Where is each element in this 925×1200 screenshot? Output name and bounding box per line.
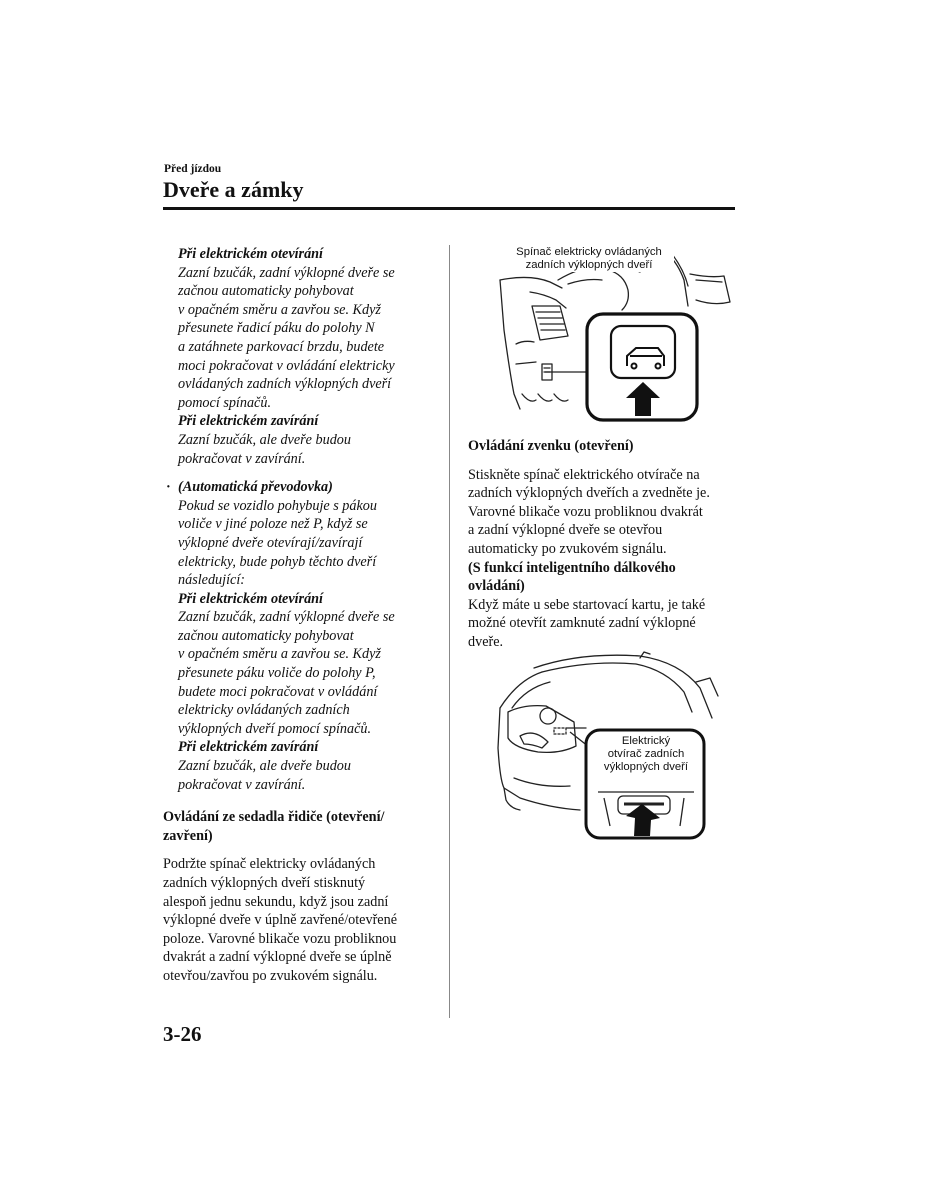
electric-block-1 bbox=[163, 245, 443, 468]
text-line: dveře. bbox=[468, 633, 504, 650]
caption-line: Spínač elektricky ovládaných bbox=[516, 246, 662, 258]
text-line: otevřou/zavřou po zvukovém signálu. bbox=[163, 967, 378, 984]
text-line: alespoň jednu sekundu, když jsou zadní bbox=[163, 893, 389, 910]
text-line: moci pokračovat v ovládání elektricky bbox=[178, 357, 395, 374]
right-column bbox=[468, 437, 738, 652]
text-line: výklopné dveře otevírají/zavírají bbox=[178, 534, 363, 551]
text-line: výklopných dveří pomocí spínačů. bbox=[178, 720, 372, 737]
text-line: budete moci pokračovat v ovládání bbox=[178, 683, 378, 700]
smartkey-paragraph bbox=[468, 596, 738, 652]
text-line: zadních výklopných dveří stisknutý bbox=[163, 875, 366, 891]
column-divider bbox=[449, 245, 450, 1018]
text-line: v opačném směru a zavřou se. Když bbox=[178, 301, 381, 318]
heading-line: (S funkcí inteligentního dálkového bbox=[468, 559, 676, 576]
heading-line: ovládání) bbox=[468, 578, 525, 595]
heading-line: Ovládání ze sedadla řidiče (otevření/ bbox=[163, 809, 385, 826]
subheading-opening: Při elektrickém otevírání bbox=[178, 246, 323, 262]
bullet-title: (Automatická převodovka) bbox=[178, 479, 333, 496]
text-line: v opačném směru a zavřou se. Když bbox=[178, 646, 381, 663]
text-line: přesunete páku voliče do polohy P, bbox=[178, 665, 376, 682]
text-line: dvakrát a zadní výklopné dveře se úplně bbox=[163, 949, 392, 966]
caption-line: Elektrický bbox=[621, 735, 671, 747]
automatic-transmission-block bbox=[163, 478, 443, 794]
text-line: pomocí spínačů. bbox=[178, 394, 271, 411]
text-line: následující: bbox=[178, 572, 245, 589]
subheading-opening: Při elektrickém otevírání bbox=[178, 590, 323, 607]
text-line: Zazní bzučák, ale dveře budou bbox=[178, 758, 351, 775]
bullet-line bbox=[166, 478, 443, 497]
closing-text bbox=[178, 757, 443, 794]
subheading-closing: Při elektrickém zavírání bbox=[178, 739, 319, 756]
title-rule bbox=[163, 207, 735, 210]
text-line: Podržte spínač elektricky ovládaných bbox=[163, 856, 376, 873]
outside-paragraph bbox=[468, 466, 738, 559]
text-line: Zazní bzučák, zadní výklopné dveře se bbox=[178, 264, 395, 281]
text-line: výklopné dveře v úplně zavřené/otevřené bbox=[163, 912, 397, 929]
figure-rear-opener bbox=[490, 648, 736, 842]
text-line: Pokud se vozidlo pohybuje s pákou bbox=[178, 497, 377, 514]
smartkey-heading bbox=[468, 559, 738, 596]
page-number: 3-26 bbox=[163, 1022, 202, 1046]
text-line: a zatáhnete parkovací brzdu, budete bbox=[178, 338, 385, 355]
text-line: pokračovat v zavírání. bbox=[178, 776, 306, 793]
caption-line: výklopných dveří bbox=[603, 761, 689, 773]
text-line: voliče v jiné poloze než P, když se bbox=[178, 516, 368, 533]
left-column bbox=[163, 245, 443, 986]
text-line: Varovné blikače vozu probliknou dvakrát bbox=[468, 503, 703, 520]
text-line: pokračovat v zavírání. bbox=[178, 450, 306, 467]
text-line: elektricky, bude pohyb těchto dveří bbox=[178, 553, 377, 570]
text-line: začnou automaticky pohybovat bbox=[178, 283, 354, 300]
closing-text bbox=[178, 431, 443, 468]
section-label: Před jízdou bbox=[164, 163, 222, 175]
figure1-caption bbox=[504, 246, 674, 272]
text-line: a zadní výklopné dveře se otevřou bbox=[468, 522, 663, 539]
driver-seat-heading bbox=[163, 808, 443, 845]
figure2-caption bbox=[598, 735, 694, 774]
text-line: zadních výklopných dveřích a zvedněte je. bbox=[468, 485, 710, 502]
caption-line: otvírač zadních bbox=[607, 748, 685, 760]
text-line: poloze. Varovné blikače vozu probliknou bbox=[163, 930, 397, 947]
caption-line: zadních výklopných dveří bbox=[525, 259, 653, 271]
driver-seat-paragraph bbox=[163, 855, 443, 985]
text-line: přesunete řadicí páku do polohy N bbox=[178, 320, 375, 337]
bullet-dot: · bbox=[166, 479, 171, 496]
text-line: ovládaných zadních výklopných dveří bbox=[178, 376, 392, 393]
opening-text bbox=[178, 608, 443, 738]
opening-text bbox=[178, 264, 443, 413]
outside-heading: Ovládání zvenku (otevření) bbox=[468, 438, 634, 454]
text-line: Zazní bzučák, ale dveře budou bbox=[178, 431, 351, 448]
figure-dashboard-switch bbox=[490, 244, 736, 426]
text-line: možné otevřít zamknuté zadní výklopné bbox=[468, 615, 696, 632]
page-title: Dveře a zámky bbox=[163, 177, 304, 202]
subheading-closing: Při elektrickém zavírání bbox=[178, 413, 319, 430]
heading-line: zavření) bbox=[163, 827, 213, 844]
text-line: Stiskněte spínač elektrického otvírače na bbox=[468, 466, 700, 483]
text-line: začnou automaticky pohybovat bbox=[178, 627, 354, 644]
text-line: automaticky po zvukovém signálu. bbox=[468, 540, 667, 557]
text-line: Zazní bzučák, zadní výklopné dveře se bbox=[178, 609, 395, 626]
intro-text bbox=[178, 497, 443, 590]
text-line: Když máte u sebe startovací kartu, je také bbox=[468, 596, 706, 613]
text-line: elektricky ovládaných zadních bbox=[178, 702, 350, 719]
